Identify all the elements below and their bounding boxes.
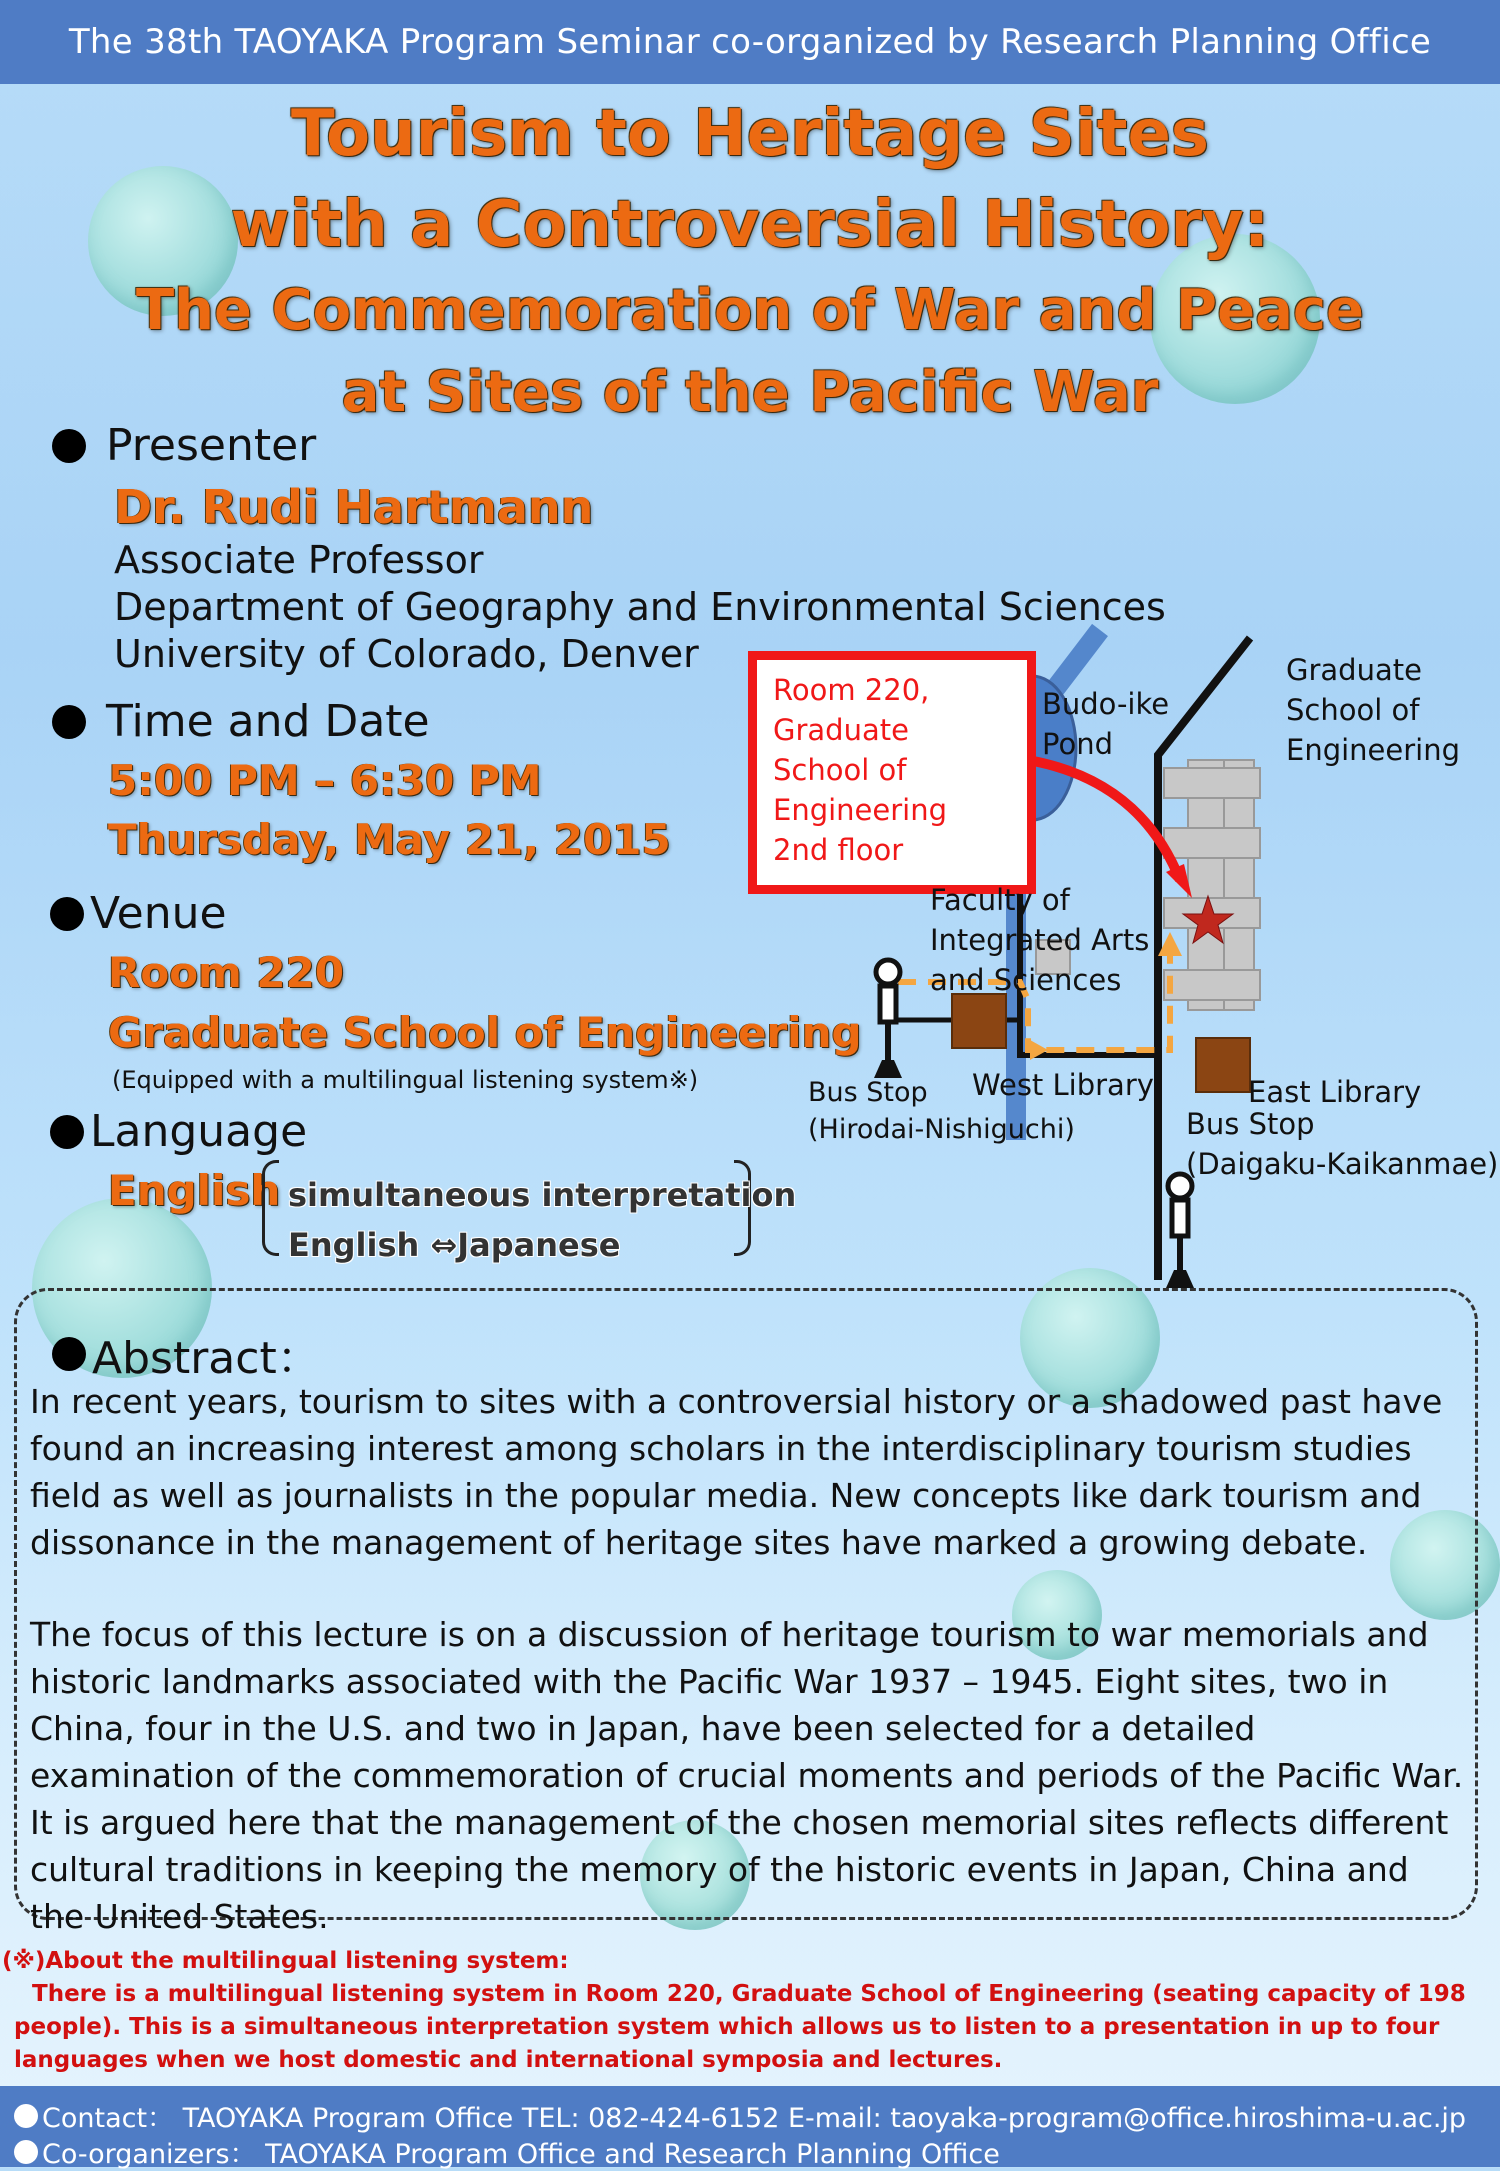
interpretation-line-1: simultaneous interpretation xyxy=(288,1176,797,1214)
title-line-3: The Commemoration of War and Peace xyxy=(135,278,1365,343)
footer-coorganizers xyxy=(14,2132,1000,2171)
presenter-university: University of Colorado, Denver xyxy=(114,632,699,676)
time-hours: 5:00 PM – 6:30 PM xyxy=(108,756,542,805)
title-line-2: with a Controversial History: xyxy=(230,188,1270,262)
bus-stop-east-icon xyxy=(1166,1174,1194,1288)
header-banner xyxy=(0,0,1500,84)
presenter-heading-text: Presenter xyxy=(106,420,317,471)
bus-stop-west-icon xyxy=(874,960,902,1078)
map-label-bus-stop-east: Bus Stop (Daigaku-Kaikanmae) xyxy=(1186,1107,1499,1181)
engineering-building xyxy=(1164,760,1260,1010)
time-date: Thursday, May 21, 2015 xyxy=(108,815,671,864)
title-line-4: at Sites of the Pacific War xyxy=(341,360,1159,425)
venue-note: (Equipped with a multilingual listening system※) xyxy=(112,1066,699,1094)
presenter-position: Associate Professor xyxy=(114,538,484,582)
map-label-graduate-school: Graduate School of Engineering xyxy=(1286,653,1460,767)
room-callout-text: Room 220, Graduate School of Engineering 2nd floor xyxy=(773,673,947,867)
presenter-heading xyxy=(52,420,316,471)
map-label-faculty: Faculty of Integrated Arts and Sciences xyxy=(930,883,1150,997)
bullet-icon xyxy=(14,2140,38,2164)
language-value: English xyxy=(108,1166,281,1215)
time-heading xyxy=(52,696,430,747)
bullet-icon xyxy=(50,1115,84,1149)
map-label-bus-stop-west: Bus Stop (Hirodai-Nishiguchi) xyxy=(808,1077,1075,1145)
footer-banner xyxy=(0,2086,1500,2170)
bullet-icon xyxy=(52,429,86,463)
presenter-name: Dr. Rudi Hartmann xyxy=(114,480,594,534)
venue-heading xyxy=(50,888,227,939)
footer-contact xyxy=(14,2096,1466,2135)
bracket-left xyxy=(262,1160,279,1256)
bullet-icon xyxy=(52,1337,86,1371)
abstract-heading xyxy=(52,1322,321,1386)
language-heading-text: Language xyxy=(90,1106,308,1157)
header-text: The 38th TAOYAKA Program Seminar co-organized by Research Planning Office xyxy=(68,22,1432,62)
east-library-icon xyxy=(1196,1038,1250,1092)
map-label-east-library: East Library xyxy=(1248,1075,1422,1109)
venue-heading-text: Venue xyxy=(90,888,227,939)
time-heading-text: Time and Date xyxy=(106,696,430,747)
map-label-pond: Budo-ike Pond xyxy=(1042,687,1170,761)
venue-room: Room 220 xyxy=(108,948,345,997)
venue-building: Graduate School of Engineering xyxy=(108,1008,862,1057)
interpretation-line-2: English ⇔Japanese xyxy=(288,1226,621,1264)
language-heading xyxy=(50,1106,307,1157)
presenter-department: Department of Geography and Environmental Sciences xyxy=(114,585,1166,629)
west-library-icon xyxy=(952,994,1006,1048)
note-title: (※)About the multilingual listening system: xyxy=(2,1948,569,1974)
room-callout xyxy=(748,651,1036,894)
bullet-icon xyxy=(14,2104,38,2128)
map-label-west-library: West Library xyxy=(972,1068,1154,1102)
abstract-paragraph-2: The focus of this lecture is on a discussion of heritage tourism to war memorials and historic landmarks associated with the Pacific War 1937 – 1945. Eight sites, two in China, four in the U.S. and two in Japan, have been selected for a detailed examination of the commemoration of crucial moments and periods of the Pacific War. It is argued here that the management of the chosen memorial sites reflects different cultural traditions in keeping the memory of the historic events in Japan, China and the United States. xyxy=(30,1615,1464,1936)
title-line-1: Tourism to Heritage Sites xyxy=(291,97,1209,171)
abstract-paragraph-1: In recent years, tourism to sites with a controversial history or a shadowed past have found an increasing interest among scholars in the interdisciplinary tourism studies field as well as journalists in the popular media. New concepts like dark tourism and dissonance in the management of heritage sites have marked a growing debate. xyxy=(30,1382,1443,1562)
abstract-heading-text: Abstract： xyxy=(92,1333,321,1384)
note-body: There is a multilingual listening system in Room 220, Graduate School of Engineering (seating capacity of 198 people). This is a simultaneous interpretation system which allows us to listen to a presentation in up to four languages when we host domestic and international symposia and lectures. xyxy=(14,1981,1466,2073)
bullet-icon xyxy=(50,897,84,931)
footer-contact-text: Contact： TAOYAKA Program Office TEL: 082-424-6152 E-mail: taoyaka-program@office.hiroshima-u.ac.jp xyxy=(42,2103,1467,2134)
bullet-icon xyxy=(52,705,86,739)
footer-coorganizers-text: Co-organizers： TAOYAKA Program Office and Research Planning Office xyxy=(42,2139,1000,2170)
